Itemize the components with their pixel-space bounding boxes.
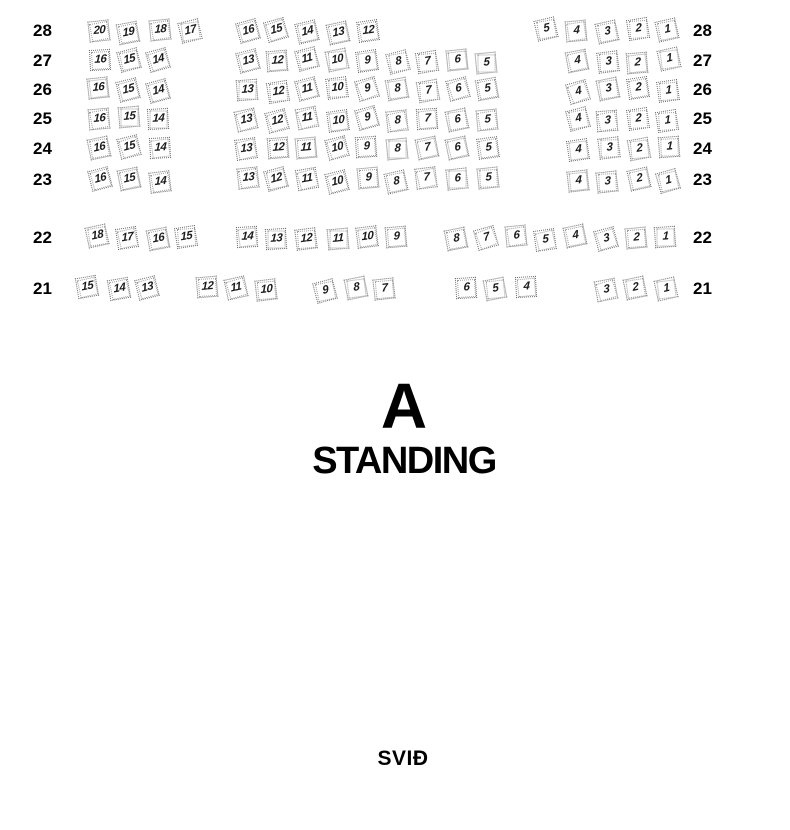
seat-number: 15 (122, 51, 136, 67)
seat-number: 4 (575, 173, 582, 187)
seat-row21-6[interactable] (454, 277, 476, 299)
seat-number: 4 (571, 228, 579, 243)
seat-number: 1 (664, 83, 672, 97)
seat-row21-12[interactable] (196, 276, 219, 299)
seat-number: 18 (90, 228, 103, 243)
seat-number: 9 (362, 110, 371, 125)
seat-row21-3[interactable] (594, 277, 619, 302)
seat-row22-2[interactable] (624, 226, 647, 249)
seat-number: 14 (153, 174, 166, 188)
seat-row22-12[interactable] (294, 228, 317, 251)
seat-row27-1[interactable] (656, 47, 681, 72)
seat-number: 8 (452, 231, 460, 245)
seat-row24-10[interactable] (324, 135, 349, 160)
seat-number: 5 (484, 171, 491, 184)
seat-row22-10[interactable] (356, 225, 379, 248)
seat-row26-9[interactable] (354, 76, 380, 102)
seat-number: 7 (481, 230, 490, 244)
seat-row23-1[interactable] (655, 168, 681, 194)
seat-number: 9 (363, 140, 370, 153)
seat-number: 7 (424, 83, 431, 97)
standing-area[interactable] (312, 370, 496, 482)
seat-number: 12 (300, 231, 312, 246)
seat-number: 2 (635, 141, 643, 155)
seat-number: 12 (271, 84, 285, 99)
seat-number: 14 (153, 140, 166, 154)
seat-number: 9 (393, 230, 400, 243)
seat-number: 11 (300, 80, 314, 96)
seat-row24-14[interactable] (149, 137, 171, 159)
seat-number: 5 (483, 81, 491, 95)
seat-number: 7 (423, 112, 431, 125)
seat-number: 1 (662, 281, 670, 295)
seat-number: 2 (634, 111, 641, 125)
seat-row26-13[interactable] (235, 79, 258, 102)
seat-number: 2 (632, 230, 639, 244)
seat-row24-7[interactable] (415, 136, 440, 161)
seat-number: 16 (93, 170, 107, 186)
seat-row26-2[interactable] (626, 76, 650, 100)
seat-number: 1 (663, 113, 671, 127)
seat-number: 13 (239, 111, 253, 127)
seat-row23-5[interactable] (476, 167, 499, 190)
seat-number: 6 (512, 229, 519, 242)
seat-number: 3 (604, 113, 611, 127)
seat-number: 11 (300, 109, 313, 124)
seat-row22-5[interactable] (533, 228, 557, 252)
seat-row26-5[interactable] (475, 77, 499, 101)
seat-number: 12 (269, 171, 283, 187)
seat-number: 1 (662, 22, 671, 36)
seat-number: 16 (92, 80, 105, 95)
row-label-left-23: 23 (33, 170, 52, 190)
seat-number: 8 (393, 54, 402, 69)
seat-row27-7[interactable] (415, 50, 439, 74)
seat-row21-2[interactable] (623, 275, 648, 300)
seat-number: 12 (270, 53, 283, 67)
seat-number: 10 (331, 113, 344, 127)
seat-row23-4[interactable] (566, 169, 589, 192)
seat-row26-3[interactable] (595, 77, 620, 102)
seat-number: 3 (604, 54, 612, 68)
seat-row21-5[interactable] (483, 277, 508, 302)
seat-row27-6[interactable] (446, 48, 469, 71)
seat-number: 14 (299, 23, 313, 39)
seat-number: 4 (573, 24, 580, 37)
seat-row22-18[interactable] (84, 224, 109, 249)
row-label-right-22: 22 (693, 228, 712, 248)
row-label-right-23: 23 (693, 170, 712, 190)
seat-number: 13 (140, 279, 154, 295)
seat-number: 16 (241, 23, 255, 39)
seat-number: 12 (361, 23, 374, 38)
seat-row25-9[interactable] (354, 106, 380, 132)
seat-row24-6[interactable] (445, 136, 470, 161)
row-label-left-22: 22 (33, 228, 52, 248)
seat-number: 9 (363, 53, 370, 67)
seat-number: 1 (663, 173, 672, 187)
seat-row21-10[interactable] (254, 278, 277, 301)
seat-number: 15 (122, 139, 136, 155)
seat-number: 13 (241, 170, 254, 185)
seat-number: 13 (240, 52, 255, 68)
seat-row25-13[interactable] (234, 107, 259, 132)
seat-row25-11[interactable] (294, 105, 319, 130)
row-label-left-25: 25 (33, 109, 52, 129)
seat-row25-16[interactable] (88, 108, 111, 131)
seat-number: 8 (393, 113, 400, 127)
seat-number: 13 (239, 141, 253, 156)
seat-row23-15[interactable] (117, 167, 142, 192)
seat-row28-2[interactable] (626, 17, 650, 41)
seat-number: 3 (603, 25, 611, 39)
seat-number: 10 (361, 229, 374, 243)
seat-row25-15[interactable] (118, 106, 141, 129)
seat-number: 13 (240, 83, 253, 97)
seat-number: 10 (330, 52, 344, 67)
seat-number: 4 (573, 53, 581, 67)
seat-row26-12[interactable] (266, 80, 290, 104)
seat-row27-11[interactable] (294, 46, 320, 72)
seat-number: 11 (300, 140, 312, 154)
section-letter: A (380, 370, 428, 442)
seat-number: 6 (453, 81, 462, 96)
seat-number: 13 (269, 231, 283, 245)
seat-number: 12 (201, 280, 214, 294)
seat-number: 2 (634, 22, 642, 36)
seat-row28-19[interactable] (116, 20, 141, 45)
seat-row27-9[interactable] (355, 49, 379, 73)
seat-row27-12[interactable] (266, 50, 289, 73)
seat-row25-6[interactable] (444, 108, 469, 133)
seat-number: 11 (301, 170, 314, 185)
seat-number: 5 (483, 55, 490, 69)
seat-number: 10 (331, 80, 344, 95)
seat-number: 7 (381, 281, 387, 295)
row-label-right-26: 26 (693, 80, 712, 100)
seat-number: 3 (601, 231, 610, 246)
seat-row23-8[interactable] (384, 169, 409, 194)
seat-row27-16[interactable] (89, 49, 111, 71)
seat-row23-9[interactable] (356, 167, 379, 190)
seat-row28-1[interactable] (654, 17, 679, 42)
seat-row28-18[interactable] (148, 18, 171, 41)
seat-row23-10[interactable] (325, 169, 350, 194)
seat-row27-5[interactable] (475, 51, 498, 74)
seat-number: 18 (153, 22, 166, 36)
seat-row22-11[interactable] (327, 228, 350, 251)
seat-row25-10[interactable] (326, 109, 350, 133)
seat-number: 16 (93, 53, 107, 66)
seat-number: 15 (269, 21, 283, 38)
seat-row27-4[interactable] (565, 48, 590, 73)
seat-row22-7[interactable] (473, 225, 499, 251)
seat-row24-8[interactable] (385, 138, 408, 161)
seat-number: 8 (393, 142, 400, 155)
seat-number: 6 (452, 112, 461, 127)
seat-row24-9[interactable] (355, 136, 377, 158)
seat-row22-8[interactable] (443, 226, 468, 251)
row-label-right-24: 24 (693, 139, 712, 159)
seat-row22-16[interactable] (146, 227, 171, 252)
seat-row24-11[interactable] (295, 136, 318, 159)
seat-number: 1 (665, 140, 672, 153)
seat-row28-15[interactable] (263, 17, 289, 43)
row-label-right-21: 21 (693, 279, 712, 299)
seat-number: 5 (484, 141, 491, 155)
seat-row27-14[interactable] (146, 47, 172, 73)
row-label-right-25: 25 (693, 109, 712, 129)
seat-number: 9 (321, 283, 330, 297)
seat-number: 11 (230, 280, 243, 295)
seat-row21-4[interactable] (515, 276, 537, 298)
stage-label: SVIÐ (377, 747, 429, 770)
seat-row26-15[interactable] (116, 78, 141, 103)
seat-row23-13[interactable] (236, 167, 259, 190)
seat-number: 2 (631, 280, 639, 294)
seat-number: 4 (574, 84, 582, 98)
seat-number: 2 (635, 171, 643, 186)
seat-number: 2 (634, 81, 641, 95)
seat-row24-13[interactable] (234, 138, 258, 162)
seat-row24-3[interactable] (597, 136, 620, 159)
seat-row26-10[interactable] (326, 77, 350, 101)
seat-number: 11 (332, 231, 344, 245)
seat-row24-1[interactable] (657, 136, 680, 159)
seat-row28-17[interactable] (177, 18, 202, 43)
seat-number: 16 (93, 111, 106, 126)
seat-number: 13 (331, 24, 344, 40)
seat-number: 15 (121, 82, 135, 98)
seat-row26-7[interactable] (415, 79, 439, 103)
seat-row22-17[interactable] (115, 226, 139, 250)
seat-row25-8[interactable] (385, 109, 408, 132)
seat-number: 1 (665, 51, 673, 65)
seat-number: 17 (183, 22, 197, 38)
row-label-left-26: 26 (33, 80, 52, 100)
seat-row25-14[interactable] (147, 108, 169, 130)
seat-row24-5[interactable] (476, 137, 500, 161)
seat-number: 5 (483, 113, 490, 126)
seat-row23-14[interactable] (148, 170, 171, 193)
row-label-right-28: 28 (693, 21, 712, 41)
seat-row23-3[interactable] (595, 170, 618, 193)
seat-number: 10 (330, 139, 344, 155)
seat-number: 10 (260, 282, 272, 296)
seat-row28-20[interactable] (87, 19, 110, 42)
seat-row24-15[interactable] (116, 135, 141, 160)
seat-number: 7 (423, 171, 430, 184)
seat-number: 9 (364, 171, 371, 184)
seat-number: 10 (330, 173, 344, 189)
seat-row23-2[interactable] (626, 167, 651, 192)
row-label-left-27: 27 (33, 51, 52, 71)
row-label-left-24: 24 (33, 139, 52, 159)
seat-number: 3 (604, 174, 610, 188)
seat-number: 11 (300, 50, 314, 66)
seat-row24-16[interactable] (87, 135, 112, 160)
seat-row25-3[interactable] (596, 109, 619, 132)
seat-row28-4[interactable] (565, 20, 588, 43)
seat-row22-3[interactable] (593, 226, 619, 252)
seat-row28-13[interactable] (325, 20, 350, 45)
seat-row21-7[interactable] (372, 277, 395, 300)
seat-number: 6 (454, 52, 461, 66)
seat-row27-8[interactable] (385, 50, 411, 76)
seat-row26-8[interactable] (385, 77, 410, 102)
seat-number: 5 (541, 232, 548, 246)
seat-row27-15[interactable] (116, 47, 142, 73)
row-label-right-27: 27 (693, 51, 712, 71)
seat-number: 3 (605, 140, 612, 154)
seat-number: 14 (112, 281, 125, 296)
seat-number: 14 (152, 111, 165, 125)
seat-row28-3[interactable] (594, 20, 619, 45)
seat-row25-7[interactable] (416, 108, 438, 130)
seat-number: 12 (270, 112, 284, 128)
seat-row23-7[interactable] (415, 167, 438, 190)
seat-number: 14 (240, 229, 253, 243)
seat-row27-3[interactable] (596, 50, 620, 74)
seat-row26-16[interactable] (87, 77, 110, 100)
seat-number: 15 (122, 171, 136, 186)
seat-row25-12[interactable] (264, 108, 289, 133)
row-label-left-21: 21 (33, 279, 52, 299)
seat-row27-2[interactable] (626, 51, 649, 74)
seat-number: 7 (423, 55, 431, 69)
seat-number: 8 (352, 280, 360, 294)
seat-number: 9 (362, 81, 371, 96)
seat-row22-9[interactable] (385, 226, 408, 249)
seat-row26-14[interactable] (145, 78, 171, 104)
seat-number: 6 (453, 141, 461, 155)
seat-number: 3 (604, 82, 612, 96)
seat-row23-12[interactable] (264, 167, 290, 193)
seat-row24-12[interactable] (267, 137, 290, 160)
seat-row21-11[interactable] (224, 275, 249, 300)
seat-number: 5 (542, 22, 550, 36)
seat-row27-13[interactable] (235, 48, 261, 74)
seat-number: 4 (574, 111, 583, 126)
seat-number: 8 (392, 174, 400, 188)
seat-row28-14[interactable] (294, 19, 319, 44)
seat-number: 12 (271, 141, 284, 155)
seat-number: 15 (180, 229, 193, 244)
seat-row22-4[interactable] (563, 224, 588, 249)
seat-row23-16[interactable] (87, 166, 113, 192)
seat-row28-12[interactable] (356, 19, 380, 43)
seat-number: 6 (453, 172, 460, 185)
seat-row25-5[interactable] (475, 109, 498, 132)
seat-row26-11[interactable] (294, 76, 320, 102)
seat-row22-6[interactable] (504, 225, 527, 248)
seat-row22-1[interactable] (654, 225, 676, 247)
seat-number: 16 (151, 231, 165, 246)
seat-row22-14[interactable] (236, 226, 258, 248)
seat-number: 3 (602, 282, 610, 296)
seat-row28-16[interactable] (235, 18, 261, 44)
seat-row27-10[interactable] (325, 48, 350, 73)
seat-row21-15[interactable] (75, 275, 99, 299)
seat-number: 16 (92, 139, 106, 155)
seat-row25-2[interactable] (626, 107, 650, 131)
seat-row26-6[interactable] (445, 77, 470, 102)
seat-number: 4 (574, 142, 582, 156)
seat-number: 14 (151, 51, 165, 67)
seat-number: 4 (522, 280, 529, 293)
seat-row26-4[interactable] (565, 79, 591, 105)
seat-number: 20 (92, 23, 105, 37)
seat-number: 1 (661, 229, 668, 243)
seat-row22-15[interactable] (174, 225, 198, 249)
seat-number: 7 (423, 140, 431, 154)
seat-number: 14 (151, 83, 165, 99)
seat-number: 8 (393, 81, 401, 95)
seat-number: 6 (462, 280, 469, 294)
seat-row26-1[interactable] (656, 79, 680, 103)
seat-number: 17 (120, 229, 133, 244)
seat-row21-9[interactable] (313, 278, 339, 304)
seat-row23-11[interactable] (295, 166, 319, 190)
seat-row21-13[interactable] (135, 275, 160, 300)
seat-row25-4[interactable] (566, 107, 592, 133)
seat-row21-1[interactable] (654, 276, 679, 301)
seat-row28-5[interactable] (534, 17, 559, 42)
seat-row21-8[interactable] (343, 275, 368, 300)
seat-row24-2[interactable] (627, 137, 651, 161)
seat-row22-13[interactable] (265, 228, 287, 250)
section-type-label: STANDING (312, 440, 496, 482)
seat-number: 19 (121, 24, 135, 39)
row-label-left-28: 28 (33, 21, 52, 41)
seat-row25-1[interactable] (655, 109, 679, 133)
seat-number: 5 (491, 281, 499, 295)
seat-number: 2 (634, 55, 641, 69)
seat-row23-6[interactable] (445, 168, 468, 191)
seat-row21-14[interactable] (106, 277, 130, 301)
seat-number: 15 (122, 110, 135, 124)
seat-row24-4[interactable] (566, 138, 590, 162)
seat-number: 15 (80, 279, 94, 294)
